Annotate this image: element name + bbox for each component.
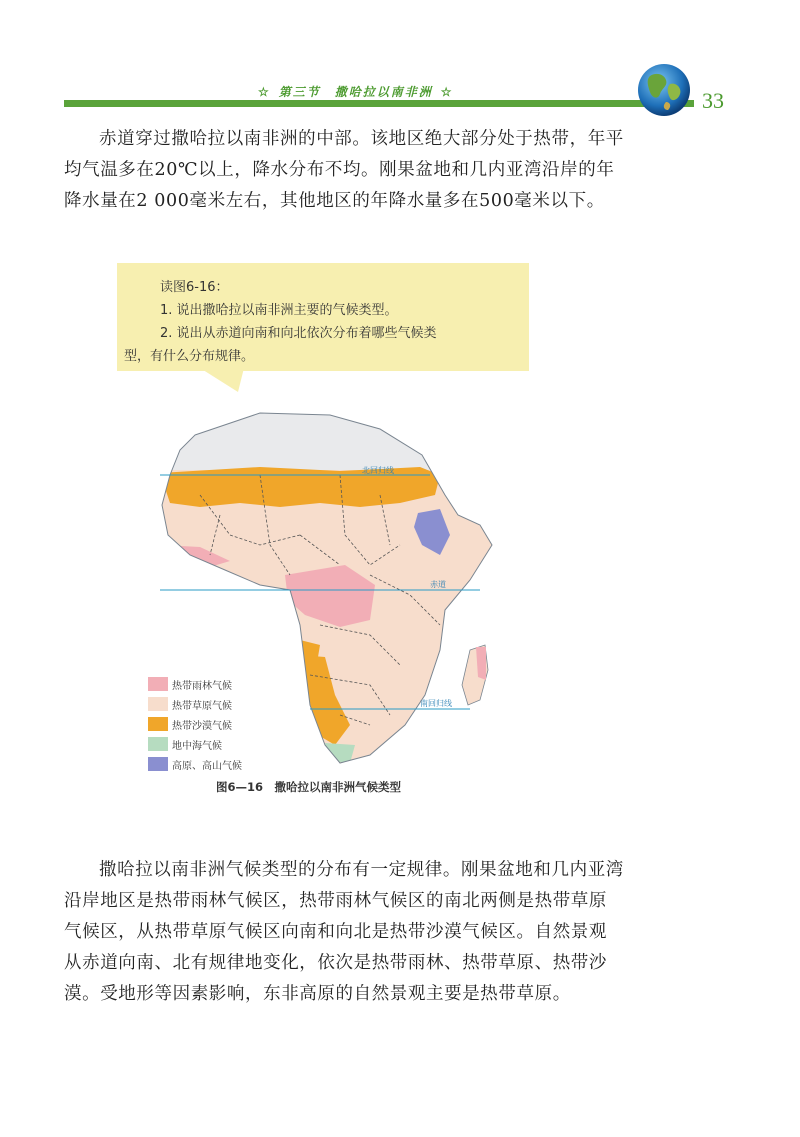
body-paragraph: 赤道穿过撒哈拉以南非洲的中部。该地区绝大部分处于热带，年平均气温多在20℃以上，降水分布不均。刚果盆地和几内亚湾沿岸的年降水量在2 000毫米左右，其他地区的年降水量多在500毫米以下。 <box>64 129 624 211</box>
legend-label: 热带草原气候 <box>172 701 232 712</box>
prompt-line: 读图6-16： <box>160 280 229 295</box>
prompt-line: 2. 说出从赤道向南和向北依次分布着哪些气候类 <box>160 326 437 341</box>
legend-label: 热带雨林气候 <box>172 681 232 692</box>
star-icon: ☆ <box>440 85 454 99</box>
legend-swatch <box>148 757 168 771</box>
tropic-of-capricorn-label: 南回归线 <box>420 699 452 708</box>
legend-swatch <box>148 717 168 731</box>
legend-swatch <box>148 697 168 711</box>
legend-swatch <box>148 737 168 751</box>
body-paragraph: 撒哈拉以南非洲气候类型的分布有一定规律。刚果盆地和几内亚湾沿岸地区是热带雨林气候区，热带雨林气候区的南北两侧是热带草原气候区，从热带草原气候区向南和向北是热带沙漠气候区。自然景观从赤道向南、北有规律地变化，依次是热带雨林、热带草原、热带沙漠。受地形等因素影响，东非高原的自然景观主要是热带草原。 <box>64 860 624 1004</box>
legend-label: 地中海气候 <box>172 741 222 752</box>
section-title <box>250 83 462 100</box>
page-number: 33 <box>702 88 724 113</box>
star-icon: ☆ <box>258 85 271 99</box>
callout-tail <box>200 368 250 394</box>
legend-swatch <box>148 677 168 691</box>
prompt-line: 1. 说出撒哈拉以南非洲主要的气候类型。 <box>160 303 398 318</box>
equator-label: 赤道 <box>430 580 446 589</box>
header-rule <box>64 100 694 107</box>
globe-icon <box>636 62 692 118</box>
legend-label: 高原、高山气候 <box>172 761 242 772</box>
figure-caption: 图6—16 撒哈拉以南非洲气候类型 <box>216 780 402 794</box>
tropic-of-cancer-label: 北回归线 <box>362 466 394 475</box>
prompt-line: 型，有什么分布规律。 <box>124 349 255 364</box>
legend-label: 热带沙漠气候 <box>172 721 232 732</box>
section-title-text: 第三节 撒哈拉以南非洲 <box>278 85 433 99</box>
